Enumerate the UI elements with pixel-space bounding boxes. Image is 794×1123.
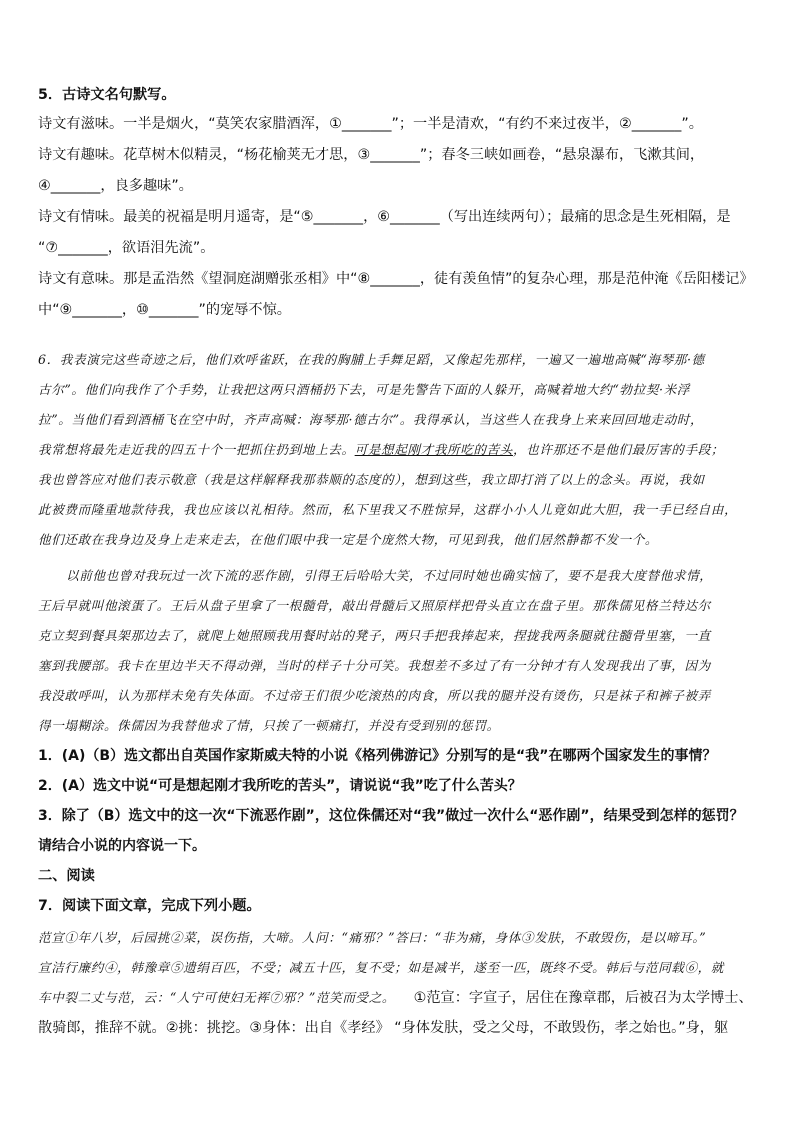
- q5-title: 5．古诗文名句默写。: [38, 87, 176, 103]
- q7-passage-text: 车中裂二丈与范，云：“人宁可使妇无裈⑦邪？”范笑而受之。: [38, 990, 396, 1005]
- q6-passage-a-line: 拉”。当他们看到酒桶飞在空中时，齐声高喊：海琴那·德古尔”。我得承认，当这些人在我身上来来回回地走动时，: [38, 412, 704, 427]
- q7-title: 7．阅读下面文章，完成下列小题。: [38, 898, 261, 914]
- q5-line: “⑦_______，欲语泪先流”。: [38, 240, 215, 256]
- q6-passage-b-line: 以前他也曾对我玩过一次下流的恶作剧，引得王后哈哈大笑，不过同时她也确实恼了，要不是我大度替他求情，: [66, 568, 713, 583]
- q5-line: ④_______，良多趣味”。: [38, 178, 193, 194]
- q6-passage-a-line: 他们还敢在我身边及身上走来走去，在他们眼中我一定是个庞然大物，可见到我，他们居然静都不发一个。: [38, 532, 659, 547]
- q7-passage-line: [38, 988, 753, 1008]
- underlined-phrase: 可是想起刚才我所吃的苦头: [354, 442, 513, 457]
- q6-question: 3．除了（B）选文中的这一次“下流恶作剧”，这位侏儒还对“我”做过一次什么“恶作剧”，结果受到怎样的惩罚？: [38, 808, 744, 824]
- q7-notes-line: 散骑郎，推辞不就。②挑：挑挖。③身体：出自《孝经》 “身体发肤，受之父母，不敢毁伤，孝之始也。”身，躯: [38, 1020, 729, 1036]
- q6-passage-a-line: 我也曾答应对他们表示敬意（我是这样解释我那恭顺的态度的），想到这些，我立即打消了以上的念头。再说，我如: [38, 472, 705, 487]
- q5-line: 诗文有趣味。花草树木似精灵，“杨花榆荚无才思，③_______”；春冬三峡如画卷，“悬泉瀑布，飞漱其间，: [38, 147, 705, 163]
- q5-line: 诗文有滋味。一半是烟火，“莫笑农家腊酒浑，①_______”；一半是清欢，“有约不来过夜半，②_______”。: [38, 116, 703, 132]
- q7-passage-line: 范宣①年八岁，后园挑②菜，误伤指，大啼。人问：“痛邪？”答曰：“非为痛，身体③发肤，不敢毁伤，是以啼耳。”: [38, 930, 707, 945]
- q6-passage-b-line: 王后早就叫他滚蛋了。王后从盘子里拿了一根髓骨，敲出骨髓后又照原样把骨头直立在盘子里。那侏儒见格兰特达尔: [38, 598, 711, 613]
- q6-passage-a-line: [38, 440, 724, 460]
- section-heading: 二、阅读: [38, 868, 95, 884]
- q6-passage-a-line: 此被费而隆重地款待我，我也应该以礼相待。然而，私下里我又不胜惊异，这群小小人儿竟如此大胆，我一手已经自由，: [38, 502, 738, 517]
- q6-question: 请结合小说的内容说一下。: [38, 838, 206, 854]
- q6-passage-a-text: 我常想将最先走近我的四五十个一把抓住扔到地上去。: [38, 442, 355, 457]
- q5-line: 中“⑨_______，⑩_______”的宠辱不惊。: [38, 302, 291, 318]
- q5-line: 诗文有情味。最美的祝福是明月遥寄，是“⑤_______，⑥_______（写出连续两句）；最痛的思念是生死相隔，是: [38, 209, 731, 225]
- q6-passage-a-line: 6．我表演完这些奇迹之后，他们欢呼雀跃，在我的胸脯上手舞足蹈，又像起先那样，一遍又一遍地高喊“海琴那·德: [38, 352, 705, 367]
- q7-notes: ①范宣：字宣子，居住在豫章郡，后被召为太学博士、: [413, 990, 753, 1006]
- q5-line: 诗文有意味。那是孟浩然《望洞庭湖赠张丞相》中“⑧_______，徒有羡鱼情”的复杂心理，那是范仲淹《岳阳楼记》: [38, 271, 754, 287]
- q6-question: 2．(A）选文中说“可是想起刚才我所吃的苦头”，请说说“我”吃了什么苦头？: [38, 778, 522, 794]
- q6-passage-a-text: ，也许那还不是他们最厉害的手段；: [512, 442, 725, 457]
- q6-passage-b-line: 我没敢呼叫，认为那样未免有失体面。不过帝王们很少吃滚热的肉食，所以我的腿并没有烫伤，只是袜子和裤子被弄: [38, 688, 711, 703]
- q6-passage-b-line: 克立契到餐具架那边去了，就爬上她照顾我用餐时站的凳子，两只手把我捧起来，捏拢我两条腿就往髓骨里塞，一直: [38, 628, 711, 643]
- q6-passage-b-line: 得一塌糊涂。侏儒因为我替他求了情，只挨了一顿痛打，并没有受到别的惩罚。: [38, 718, 500, 733]
- q6-passage-a-line: 古尔”。他们向我作了个手势，让我把这两只酒桶扔下去，可是先警告下面的人躲开，高喊着地大约“勃拉契·米浮: [38, 382, 690, 397]
- q6-question: 1．(A)（B）选文都出自英国作家斯威夫特的小说《格列佛游记》分别写的是“我”在哪两个国家发生的事情？: [38, 748, 717, 764]
- q6-passage-b-line: 塞到我腰部。我卡在里边半天不得动弹，当时的样子十分可笑。我想差不多过了有一分钟才有人发现我出了事，因为: [38, 658, 711, 673]
- q7-passage-line: 宣洁行廉约④，韩豫章⑤遗绢百匹，不受；减五十匹，复不受；如是减半，遂至一匹，既终不受。韩后与范同载⑥，就: [38, 960, 725, 975]
